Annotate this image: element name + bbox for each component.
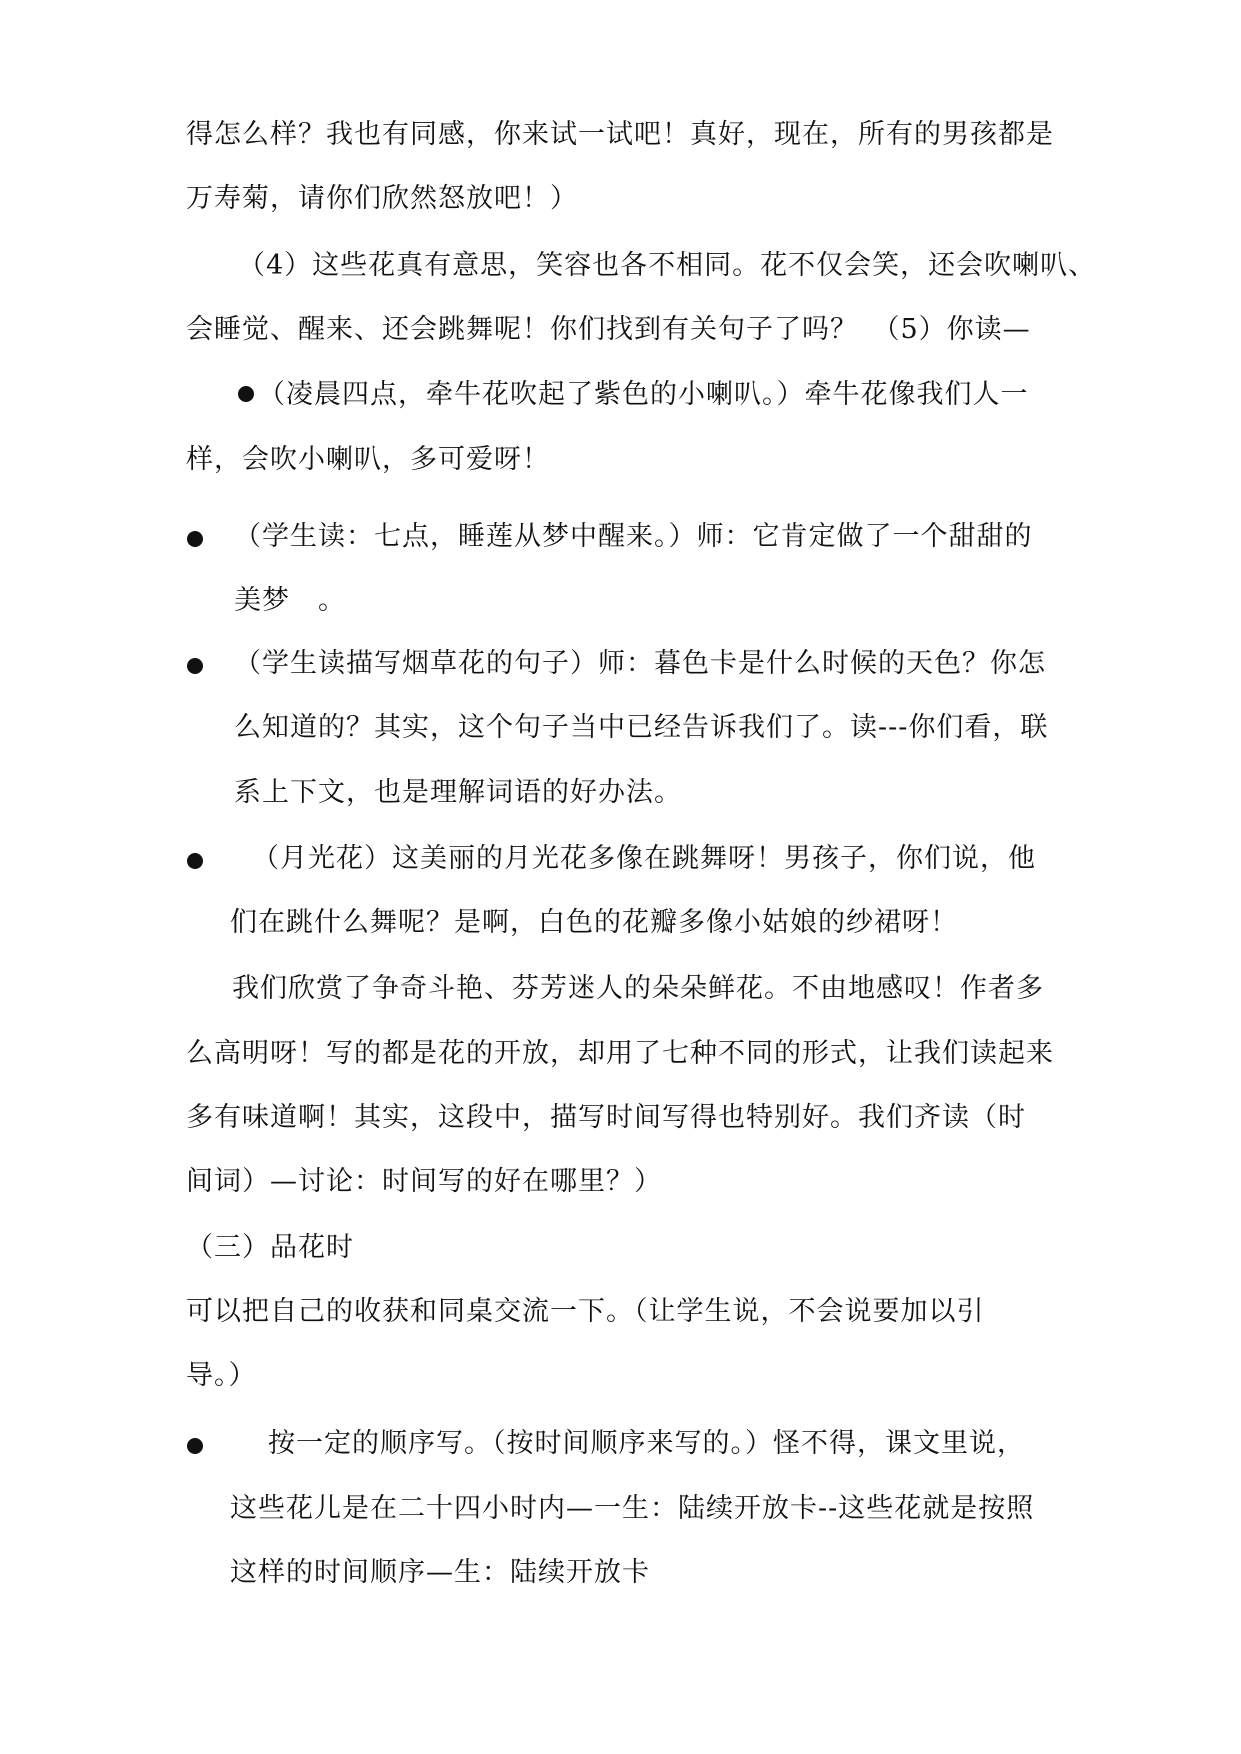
paragraph-line: （4）这些花真有意思，笑容也各不相同。花不仅会笑，还会吹喇叭、: [238, 250, 1097, 281]
list-item-line: （月光花）这美丽的月光花多像在跳舞呀！男孩子，你们说，他: [252, 843, 1036, 874]
list-item-line: 按一定的顺序写。（按时间顺序来写的。）怪不得，课文里说，: [268, 1428, 1025, 1459]
bullet-icon: [238, 386, 254, 402]
list-item-line: 们在跳什么舞呢？是啊，白色的花瓣多像小姑娘的纱裙呀！: [230, 907, 958, 938]
list-item-line: 美梦 。: [234, 585, 346, 616]
bullet-icon: [187, 531, 203, 547]
paragraph-line: 么高明呀！写的都是花的开放，却用了七种不同的形式，让我们读起来: [186, 1038, 1054, 1069]
list-item-line: 么知道的？其实，这个句子当中已经告诉我们了。读---你们看，联: [234, 712, 1049, 743]
bullet-icon: [187, 853, 203, 869]
paragraph-line: 可以把自己的收获和同桌交流一下。（让学生说，不会说要加以引: [186, 1296, 985, 1327]
bullet-icon: [187, 1438, 203, 1454]
list-item-line: 系上下文，也是理解词语的好办法。: [234, 777, 682, 808]
paragraph-line: 万寿菊，请你们欣然怒放吧！）: [186, 183, 578, 214]
paragraph-line: 导。）: [186, 1360, 257, 1391]
paragraph-line: 多有味道啊！其实，这段中，描写时间写得也特别好。我们齐读（时: [186, 1102, 1026, 1133]
paragraph-line: 会睡觉、醒来、还会跳舞呢！你们找到有关句子了吗？ （5）你读—: [186, 314, 1031, 345]
list-item-line: 这样的时间顺序—生：陆续开放卡: [230, 1557, 650, 1588]
paragraph-line: 间词）—讨论：时间写的好在哪里？）: [186, 1166, 662, 1197]
bulleted-paragraph-line: [238, 377, 1029, 413]
section-heading: （三）品花时: [186, 1232, 354, 1263]
paragraph-line: 样，会吹小喇叭，多可爱呀！: [186, 444, 550, 475]
bullet-icon: [187, 658, 203, 674]
paragraph-line: 我们欣赏了争奇斗艳、芬芳迷人的朵朵鲜花。不由地感叹！作者多: [232, 973, 1044, 1004]
list-item-line: （学生读描写烟草花的句子）师：暮色卡是什么时候的天色？你怎: [234, 648, 1046, 679]
list-item-line: （学生读：七点，睡莲从梦中醒来。）师：它肯定做了一个甜甜的: [234, 521, 1033, 552]
paragraph-text: （凌晨四点，牵牛花吹起了紫色的小喇叭。）牵牛花像我们人一: [258, 379, 1029, 410]
list-item-line: 这些花儿是在二十四小时内—一生：陆续开放卡--这些花就是按照: [230, 1493, 1035, 1524]
paragraph-line: 得怎么样？我也有同感，你来试一试吧！真好，现在，所有的男孩都是: [186, 119, 1054, 150]
